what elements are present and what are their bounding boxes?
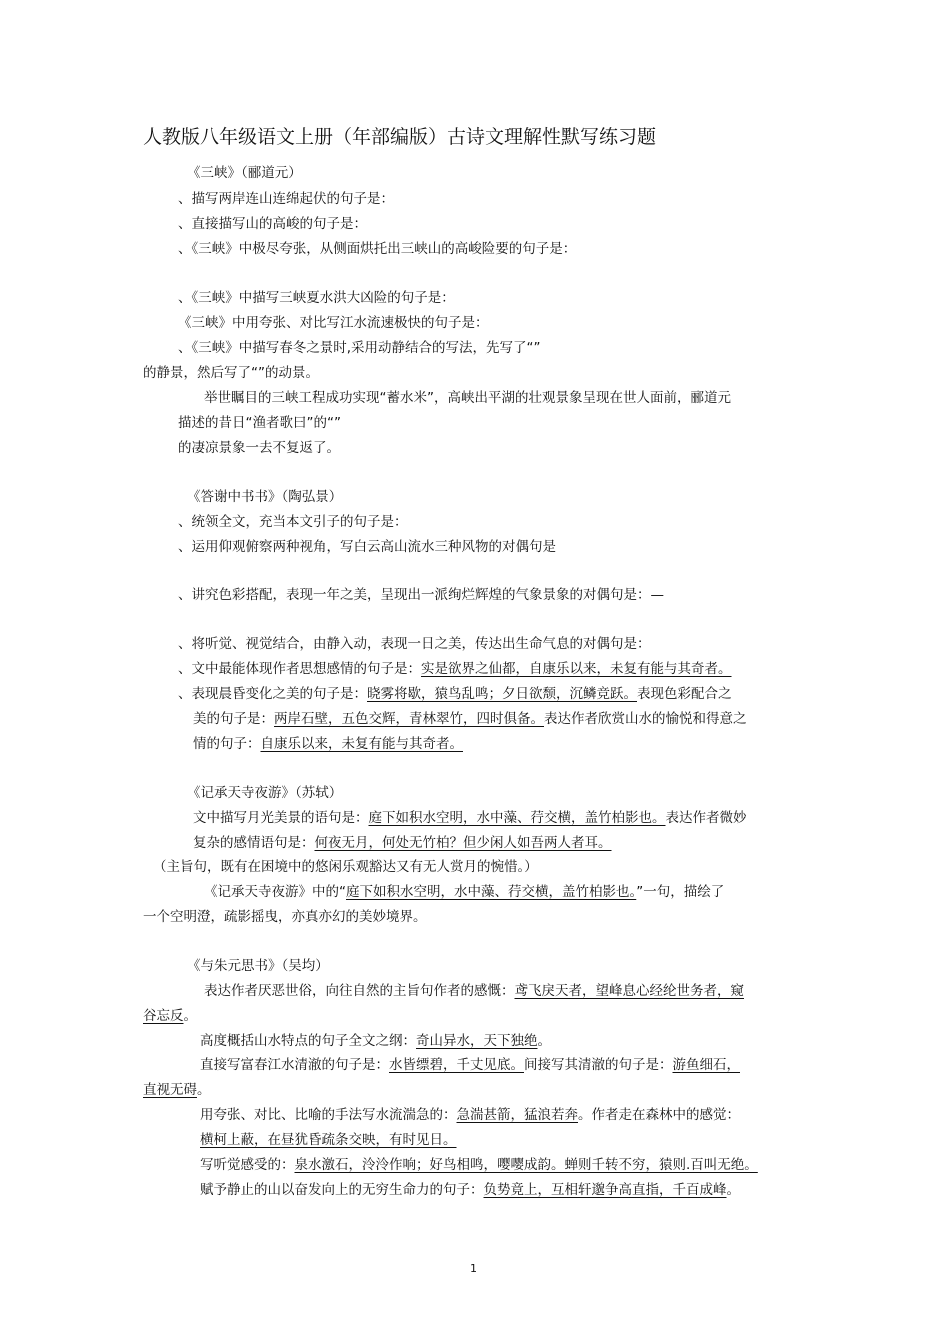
question-text: 直接写富春江水清澈的句子是： bbox=[200, 1057, 389, 1073]
question-line bbox=[193, 809, 747, 827]
question-line bbox=[143, 1007, 197, 1025]
question-line bbox=[200, 1056, 740, 1074]
note-line: （主旨句，既有在困境中的悠闲乐观豁达又有无人赏月的惋惜。） bbox=[153, 859, 538, 875]
question-text: 。 bbox=[183, 1008, 197, 1024]
answer-text: 负势竟上，互相轩邈争高直指，千百成峰 bbox=[483, 1182, 727, 1198]
answer-text: 泉水激石，泠泠作响；好鸟相鸣，嘤嘤成韵。蝉则千转不穷，猿则.百叫无绝。 bbox=[294, 1157, 758, 1173]
answer-text: 谷忘反 bbox=[143, 1008, 184, 1024]
question-text: 美的句子是： bbox=[193, 711, 274, 727]
answer-text: 自康乐以来，未复有能与其奇者。 bbox=[260, 736, 463, 752]
section-heading-sanxia: 《三峡》（郦道元） bbox=[187, 165, 302, 181]
question-line bbox=[193, 834, 612, 852]
question-line: 描述的昔日“渔者歌曰”的“” bbox=[178, 415, 341, 431]
answer-text: 何夜无月，何处无竹柏？但少闲人如吾两人者耳。 bbox=[314, 835, 612, 851]
question-line bbox=[204, 982, 744, 1000]
answer-text: 两岸石壁，五色交辉，青林翠竹，四时俱备。 bbox=[274, 711, 544, 727]
question-line: 的凄凉景象一去不复返了。 bbox=[178, 440, 340, 456]
question-text: 写听觉感受的： bbox=[200, 1157, 295, 1173]
answer-text: 直视无碍 bbox=[143, 1082, 197, 1098]
question-text: 。作者走在森林中的感觉： bbox=[578, 1107, 740, 1123]
question-text: 。 bbox=[726, 1182, 740, 1198]
question-line: 、统领全文，充当本文引子的句子是： bbox=[178, 514, 408, 530]
question-line bbox=[178, 685, 732, 703]
question-text: 。 bbox=[537, 1033, 551, 1049]
question-line bbox=[200, 1032, 551, 1050]
question-line: 的静景，然后写了“”的动景。 bbox=[143, 365, 319, 381]
question-text: 情的句子： bbox=[193, 736, 261, 752]
answer-text: 横柯上蔽，在昼犹昏疏条交映，有时见日。 bbox=[200, 1132, 457, 1148]
question-text: 《记承天寺夜游》中的“ bbox=[204, 884, 346, 900]
section-heading-chengtiansi: 《记承天寺夜游》（苏轼） bbox=[187, 785, 343, 801]
question-line bbox=[204, 883, 724, 901]
question-text: 复杂的感情语句是： bbox=[193, 835, 315, 851]
question-text: ”一句，描绘了 bbox=[636, 884, 725, 900]
page-number: 1 bbox=[470, 1262, 477, 1275]
question-line: 、《三峡》中描写三峡夏水洪大凶险的句子是： bbox=[178, 290, 455, 306]
question-line bbox=[200, 1131, 457, 1149]
question-text: 赋予静止的山以奋发向上的无穷生命力的句子： bbox=[200, 1182, 484, 1198]
answer-text: 鸢飞戾天者，望峰息心经纶世务者，窥 bbox=[514, 983, 744, 999]
section-heading-zhuyuansi: 《与朱元思书》（吴均） bbox=[187, 958, 329, 974]
question-line bbox=[200, 1181, 740, 1199]
question-text: 。 bbox=[197, 1082, 211, 1098]
question-line: 、描写两岸连山连绵起伏的句子是： bbox=[178, 191, 394, 207]
question-line: 《三峡》中用夸张、对比写江水流速极快的句子是： bbox=[178, 315, 489, 331]
question-line: 、直接描写山的高峻的句子是： bbox=[178, 216, 367, 232]
question-line bbox=[200, 1156, 758, 1174]
question-line: 举世瞩目的三峡工程成功实现“蓄水米”，高峡出平湖的壮观景象呈现在世人面前，郦道元 bbox=[204, 390, 731, 406]
question-text: 用夸张、对比、比喻的手法写水流湍急的： bbox=[200, 1107, 457, 1123]
answer-text: 急湍甚箭，猛浪若奔 bbox=[456, 1107, 578, 1123]
question-text: 表现色彩配合之 bbox=[637, 686, 732, 702]
section-heading-daxie: 《答谢中书书》（陶弘景） bbox=[187, 489, 343, 505]
question-line bbox=[200, 1106, 740, 1124]
answer-text: 实是欲界之仙都，自康乐以来，未复有能与其奇者。 bbox=[421, 661, 732, 677]
question-line: 、运用仰观俯察两种视角，写白云高山流水三种风物的对偶句是 bbox=[178, 539, 556, 555]
page-title: 人教版八年级语文上册（年部编版）古诗文理解性默写练习题 bbox=[143, 126, 657, 148]
question-line: 一个空明澄，疏影摇曳，亦真亦幻的美妙境界。 bbox=[143, 909, 427, 925]
answer-text: 奇山异水，天下独绝 bbox=[416, 1033, 538, 1049]
question-text: 表达作者微妙 bbox=[665, 810, 747, 826]
question-text: 、表现晨昏变化之美的句子是： bbox=[178, 686, 367, 702]
question-line bbox=[193, 710, 747, 728]
answer-text: 晓雾将歇，猿鸟乱鸣；夕日欲颓，沉鳞竞跃。 bbox=[367, 686, 637, 702]
question-line bbox=[178, 660, 732, 678]
question-text: 、文中最能体现作者思想感情的句子是： bbox=[178, 661, 421, 677]
question-text: 文中描写月光美景的语句是： bbox=[193, 810, 369, 826]
question-line: 、将听觉、视觉结合，由静入动，表现一日之美，传达出生命气息的对偶句是： bbox=[178, 636, 651, 652]
answer-text: 庭下如积水空明，水中藻、荇交横，盖竹柏影也。 bbox=[368, 810, 666, 826]
question-line bbox=[143, 1081, 211, 1099]
question-text: 表达作者厌恶世俗，向往自然的主旨句作者的感慨： bbox=[204, 983, 515, 999]
answer-text: 庭下如积水空明，水中藻、荇交横，盖竹柏影也。 bbox=[346, 884, 637, 900]
question-text: 间接写其清澈的句子是： bbox=[524, 1057, 673, 1073]
answer-text: 水皆缥碧，千丈见底。 bbox=[389, 1057, 524, 1073]
question-line: 、《三峡》中极尽夸张，从侧面烘托出三峡山的高峻险要的句子是： bbox=[178, 241, 577, 257]
question-text: 高度概括山水特点的句子全文之纲： bbox=[200, 1033, 416, 1049]
question-line bbox=[193, 735, 463, 753]
answer-text: 游鱼细石， bbox=[672, 1057, 740, 1073]
question-line: 、《三峡》中描写春冬之景时,采用动静结合的写法，先写了“” bbox=[178, 340, 541, 356]
question-line: 、讲究色彩搭配，表现一年之美，呈现出一派绚烂辉煌的气象景象的对偶句是：— bbox=[178, 587, 664, 603]
question-text: 表达作者欣赏山水的愉悦和得意之 bbox=[544, 711, 747, 727]
